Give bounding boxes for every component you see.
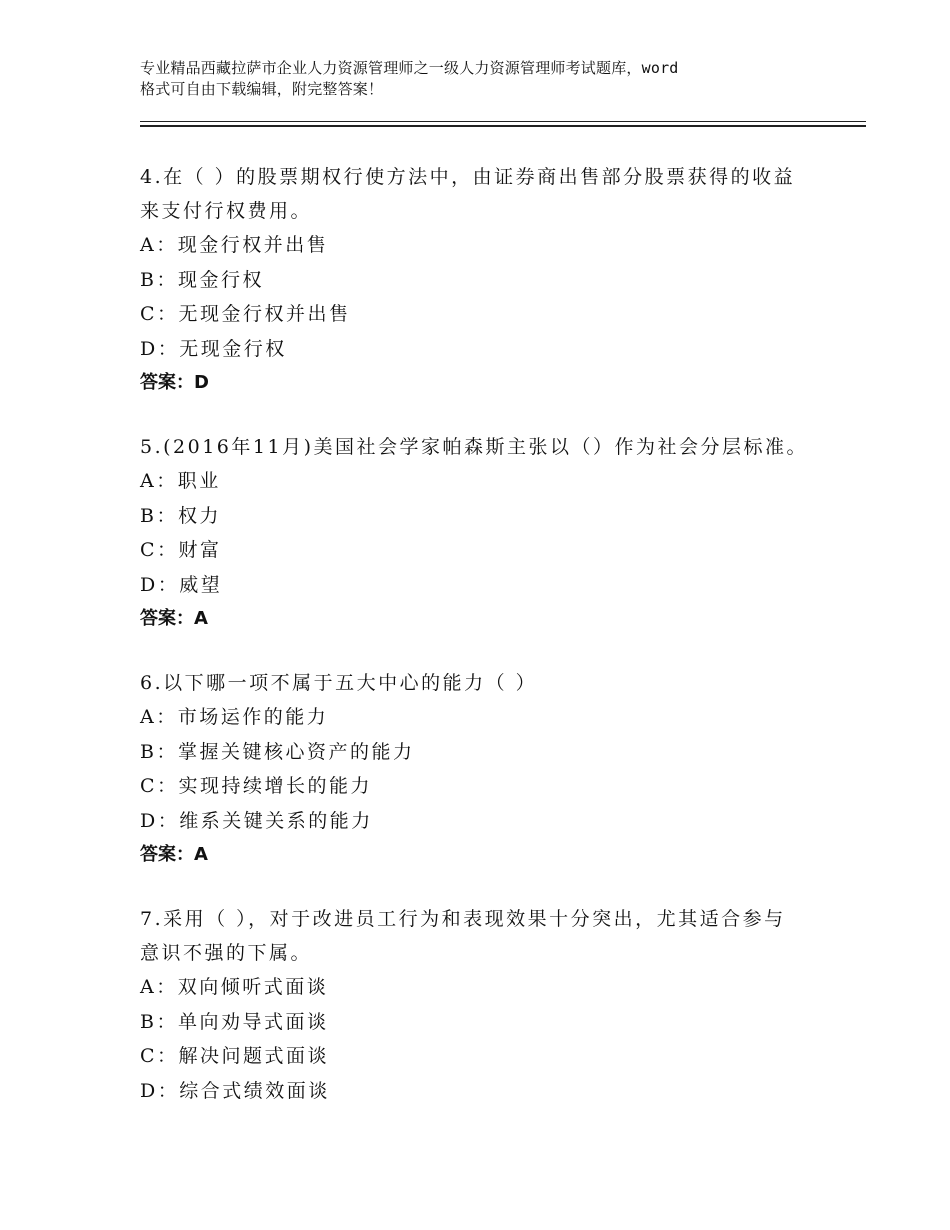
question-list <box>140 160 840 1138</box>
option-c: C：解决问题式面谈 <box>140 1045 330 1067</box>
option-c: C：财富 <box>140 539 222 561</box>
question-5 <box>140 430 840 636</box>
option-d: D：无现金行权 <box>140 337 287 360</box>
question-stem-line-1: 4.在（ ）的股票期权行使方法中，由证券商出售部分股票获得的收益 <box>140 166 796 188</box>
option-c: C：无现金行权并出售 <box>140 303 351 325</box>
header-divider-thin <box>140 121 866 122</box>
question-stem <box>140 160 840 228</box>
header-line-1: 专业精品西藏拉萨市企业人力资源管理师之一级人力资源管理师考试题库，word <box>140 59 679 77</box>
option-b: B：现金行权 <box>140 268 264 291</box>
question-stem-line-2: 来支付行权费用。 <box>140 200 313 222</box>
option-d: D：威望 <box>140 573 223 596</box>
header-line-2: 格式可自由下载编辑，附完整答案！ <box>140 80 384 98</box>
option-a: A：职业 <box>140 470 221 492</box>
question-7 <box>140 902 840 1108</box>
option-c: C：实现持续增长的能力 <box>140 775 373 797</box>
document-header <box>140 58 840 100</box>
option-a: A：双向倾听式面谈 <box>140 976 329 998</box>
question-6 <box>140 666 840 872</box>
question-stem-line-1: 7.采用（ ），对于改进员工行为和表现效果十分突出，尤其适合参与 <box>140 908 786 930</box>
answer: 答案：A <box>140 844 208 865</box>
option-a: A：市场运作的能力 <box>140 706 329 728</box>
option-b: B：掌握关键核心资产的能力 <box>140 740 415 763</box>
question-stem <box>140 902 840 970</box>
question-stem-line-1: 6.以下哪一项不属于五大中心的能力（ ） <box>140 672 538 694</box>
option-d: D：综合式绩效面谈 <box>140 1079 330 1102</box>
question-stem <box>140 666 840 700</box>
question-4 <box>140 160 840 400</box>
question-stem-line-2: 意识不强的下属。 <box>140 942 313 964</box>
option-d: D：维系关键关系的能力 <box>140 809 373 832</box>
answer: 答案：D <box>140 372 209 393</box>
header-divider-thick <box>140 125 866 127</box>
option-a: A：现金行权并出售 <box>140 234 329 256</box>
option-b: B：单向劝导式面谈 <box>140 1010 329 1033</box>
question-stem-line-1: 5.(2016年11月)美国社会学家帕森斯主张以（）作为社会分层标准。 <box>140 436 808 458</box>
question-stem <box>140 430 840 464</box>
option-b: B：权力 <box>140 504 221 527</box>
answer: 答案：A <box>140 608 208 629</box>
